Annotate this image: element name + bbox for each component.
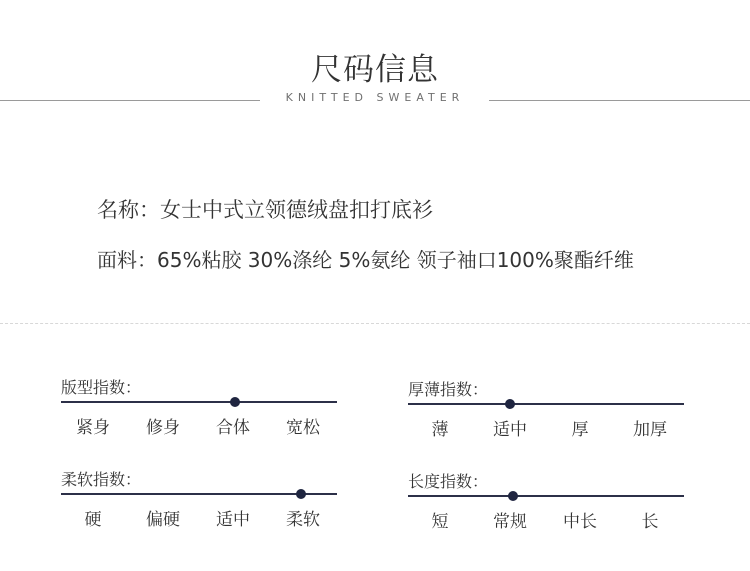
thickness-index-marker	[505, 399, 515, 409]
length-index-marker	[508, 491, 518, 501]
thickness-option: 加厚	[633, 420, 667, 440]
length-option: 中长	[563, 512, 597, 532]
product-fabric: 面料：65%粘胶 30%涤纶 5%氨纶 领子袖口100%聚酯纤维	[97, 248, 634, 272]
thickness-option: 厚	[571, 420, 589, 440]
thickness-option: 薄	[431, 420, 449, 440]
length-index-track	[408, 495, 684, 497]
length-option: 长	[641, 512, 659, 532]
softness-index-marker	[296, 489, 306, 499]
length-index-label: 长度指数：	[408, 472, 489, 491]
softness-option: 偏硬	[146, 510, 180, 530]
thickness-index-label: 厚薄指数：	[408, 380, 489, 399]
fit-option: 宽松	[286, 418, 320, 438]
fit-option: 修身	[146, 418, 180, 438]
softness-index-label: 柔软指数：	[61, 470, 142, 489]
fit-option: 紧身	[76, 418, 110, 438]
title-rule-left	[0, 100, 260, 101]
fit-index-marker	[230, 397, 240, 407]
product-name: 名称：女士中式立领德绒盘扣打底衫	[97, 198, 433, 222]
fit-index-label: 版型指数：	[61, 378, 142, 397]
page-subtitle: KNITTED SWEATER	[285, 91, 465, 104]
length-option: 常规	[493, 512, 527, 532]
thickness-option: 适中	[493, 420, 527, 440]
title-rule-right	[489, 100, 750, 101]
fit-option: 合体	[216, 418, 250, 438]
section-divider	[0, 323, 750, 324]
softness-option: 适中	[216, 510, 250, 530]
thickness-index-track	[408, 403, 684, 405]
fit-index-track	[61, 401, 337, 403]
page-title: 尺码信息	[311, 52, 439, 88]
softness-option: 硬	[84, 510, 102, 530]
length-option: 短	[431, 512, 449, 532]
softness-option: 柔软	[286, 510, 320, 530]
